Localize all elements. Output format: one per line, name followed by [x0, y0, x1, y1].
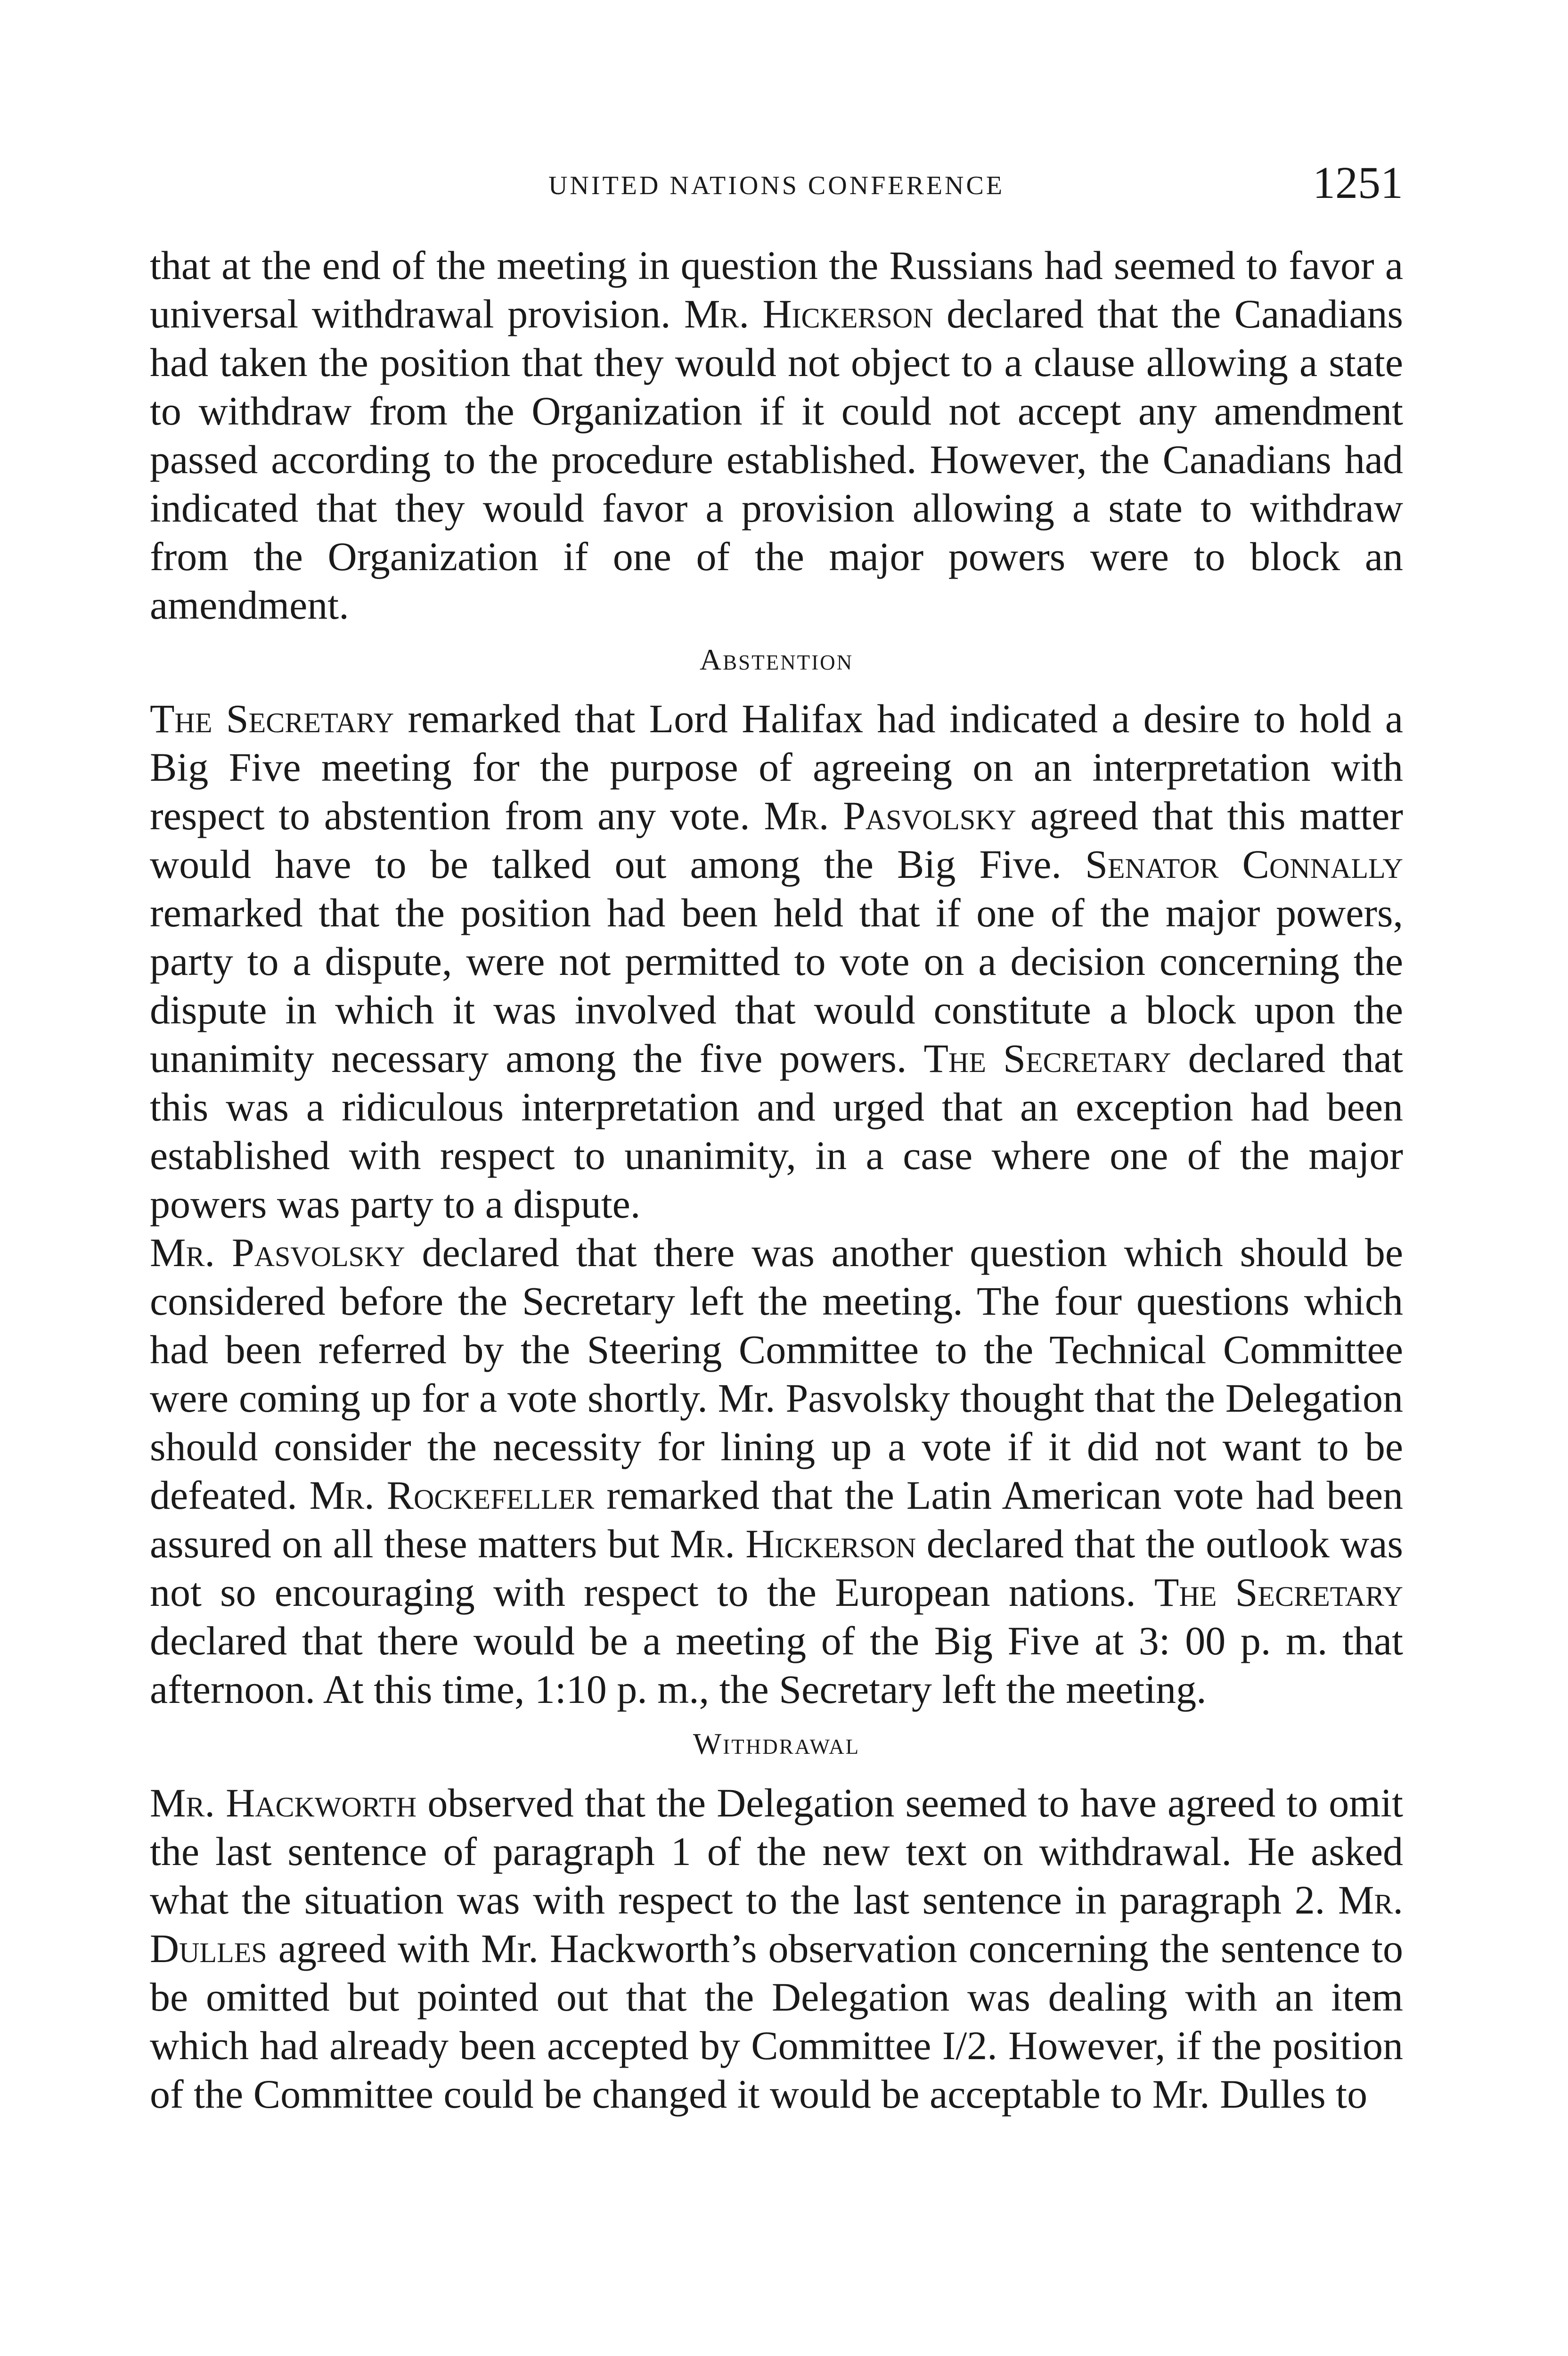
body-paragraph — [150, 1228, 1403, 1714]
paragraph-text: remarked that Lord Halifax had indicated a desire to hold a Big Five meeting for the purpose of agreeing on an interpretation with respect to abstention from any vote. — [150, 696, 1403, 838]
page-header — [150, 157, 1403, 217]
section-heading: Withdrawal — [693, 1727, 860, 1760]
body-paragraph — [150, 241, 1403, 630]
paragraph-text: that at the end of the meeting in question the Russians had seemed to favor a universal withdrawal provision. — [150, 243, 1403, 336]
speaker-name: Mr. Pasvolsky — [150, 1230, 405, 1275]
document-body — [150, 241, 1403, 2119]
section-heading: Abstention — [699, 643, 854, 676]
speaker-name: The Secretary — [150, 696, 394, 741]
paragraph-text: agreed with Mr. Hackworth’s observation concerning the sentence to be omitted but pointed out that the Delegation was dealing with an item which had already been accepted by Committee I/2. However, if the position of the Committee could be changed it would be acceptable to Mr. Dulles to — [150, 1926, 1403, 2117]
paragraph-text: declared that this was a ridiculous interpretation and urged that an exception had been established with respect to unanimity, in a case where one of the major powers was party to a dispute. — [150, 1036, 1403, 1227]
paragraph-text: agreed that this matter would have to be talked out among the Big Five. — [150, 793, 1404, 887]
paragraph-text: remarked that the Latin American vote had been assured on all these matters but — [150, 1472, 1403, 1566]
speaker-name: Mr. Dulles — [150, 1877, 1403, 1971]
paragraph-text: observed that the Delegation seemed to have agreed to omit the last sentence of paragraph 1 of the new text on withdrawal. He asked what the situation was with respect to the last sentence in paragraph 2. — [150, 1780, 1403, 1922]
body-paragraph — [150, 695, 1403, 1228]
running-head: UNITED NATIONS CONFERENCE — [548, 171, 1005, 200]
page-number: 1251 — [1313, 157, 1403, 208]
paragraph-text: declared that there was another question which should be considered before the Secretary left the meeting. The four questions which had been referred by the Steering Committee to the Technical Committee were coming up for a vote shortly. Mr. Pasvolsky thought that the Delegation should consider the necessity for lining up a vote if it did not want to be defeated. — [150, 1230, 1404, 1518]
speaker-name: Mr. Hackworth — [150, 1780, 417, 1825]
paragraph-text: remarked that the position had been held that if one of the major powers, party to a dispute, were not permitted to vote on a decision concerning the dispute in which it was involved that would constitute a block upon the unanimity necessary among the five powers. — [150, 890, 1403, 1081]
body-paragraph — [150, 1779, 1403, 2119]
paragraph-text: declared that the outlook was not so encouraging with respect to the European nations. — [150, 1521, 1403, 1615]
paragraph-text: declared that there would be a meeting of the Big Five at 3: 00 p. m. that afternoon. At this time, 1:10 p. m., the Secretary left the meeting. — [150, 1618, 1403, 1712]
speaker-name: The Secretary — [1154, 1570, 1403, 1615]
speaker-name: Mr. Hickerson — [684, 291, 933, 336]
speaker-name: The Secretary — [923, 1036, 1171, 1081]
paragraph-text: declared that the Canadians had taken the position that they would not object to a clause allowing a state to withdraw from the Organization if it could not accept any amendment passed according to the procedure established. However, the Canadians had indicated that they would favor a provision allowing a state to withdraw from the Organization if one of the major powers were to block an amendment. — [150, 291, 1403, 628]
speaker-name: Mr. Pasvolsky — [764, 793, 1016, 838]
speaker-name: Mr. Hickerson — [670, 1521, 916, 1566]
speaker-name: Mr. Rockefeller — [309, 1472, 595, 1518]
speaker-name: Senator Connally — [1085, 842, 1403, 887]
